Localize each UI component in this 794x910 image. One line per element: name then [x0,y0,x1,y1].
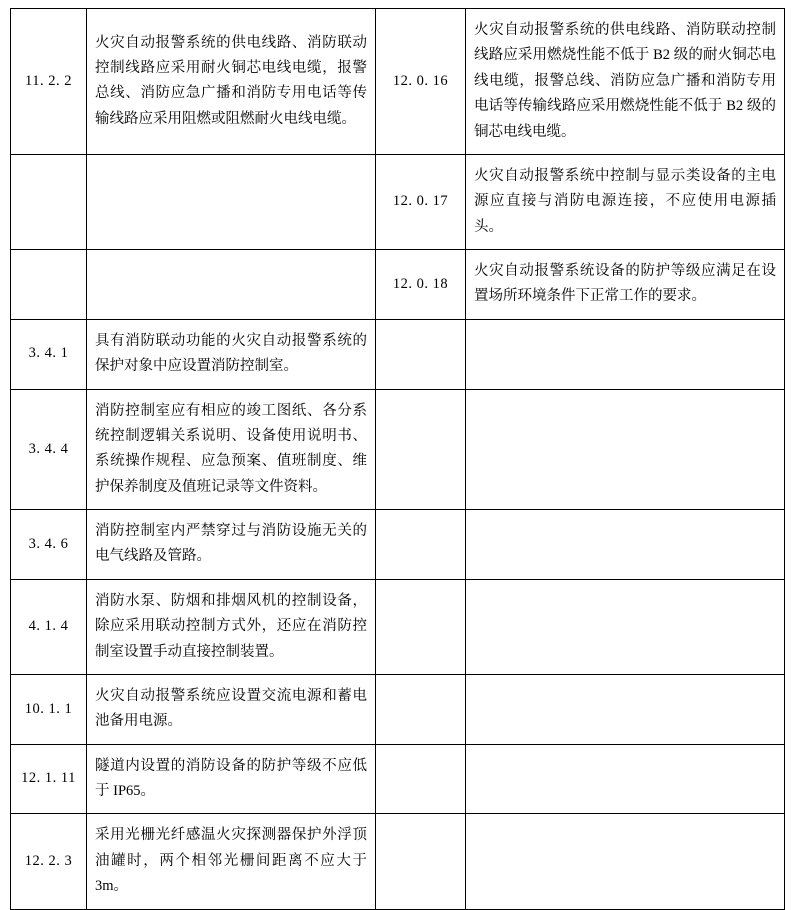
clause-text-right [466,814,785,909]
table-row [11,250,785,320]
clause-number-right: 12. 0. 18 [376,250,466,320]
clause-number-left: 11. 2. 2 [11,9,87,155]
table-row [11,814,785,909]
table-row [11,579,785,674]
clause-number-right [376,510,466,580]
clause-number-right [376,674,466,744]
clause-number-left: 12. 2. 3 [11,814,87,909]
clause-number-right [376,319,466,389]
clause-text-left: 消防水泵、防烟和排烟风机的控制设备，除应采用联动控制方式外，还应在消防控制室设置手动直接控制装置。 [87,579,376,674]
clause-number-right [376,744,466,814]
table-row [11,389,785,510]
clause-number-right [376,389,466,510]
clause-text-right [466,674,785,744]
clause-number-left: 3. 4. 1 [11,319,87,389]
table-row [11,9,785,155]
clause-text-left: 火灾自动报警系统应设置交流电源和蓄电池备用电源。 [87,674,376,744]
clause-number-right [376,579,466,674]
clause-number-right: 12. 0. 17 [376,154,466,249]
clause-number-right [376,814,466,909]
table-row [11,510,785,580]
clause-text-right: 火灾自动报警系统中控制与显示类设备的主电源应直接与消防电源连接，不应使用电源插头。 [466,154,785,249]
table-row [11,319,785,389]
table-row [11,154,785,249]
clause-number-left [11,154,87,249]
clause-number-left: 3. 4. 4 [11,389,87,510]
clause-text-right [466,744,785,814]
clause-text-left [87,250,376,320]
clause-number-right: 12. 0. 16 [376,9,466,155]
clause-text-left: 采用光栅光纤感温火灾探测器保护外浮顶油罐时，两个相邻光栅间距离不应大于 3m。 [87,814,376,909]
clause-text-right [466,510,785,580]
clause-number-left: 12. 1. 11 [11,744,87,814]
clause-text-left: 消防控制室内严禁穿过与消防设施无关的电气线路及管路。 [87,510,376,580]
clause-text-left: 火灾自动报警系统的供电线路、消防联动控制线路应采用耐火铜芯电线电缆，报警总线、消防应急广播和消防专用电话等传输线路应采用阻燃或阻燃耐火电线电缆。 [87,9,376,155]
clause-number-left: 10. 1. 1 [11,674,87,744]
table-body [11,9,785,910]
clause-text-left: 消防控制室应有相应的竣工图纸、各分系统控制逻辑关系说明、设备使用说明书、系统操作规程、应急预案、值班制度、维护保养制度及值班记录等文件资料。 [87,389,376,510]
table-row [11,674,785,744]
clause-text-right [466,319,785,389]
clause-number-left: 3. 4. 6 [11,510,87,580]
clause-text-left: 隧道内设置的消防设备的防护等级不应低于 IP65。 [87,744,376,814]
clause-number-left: 4. 1. 4 [11,579,87,674]
clause-text-right: 火灾自动报警系统的供电线路、消防联动控制线路应采用燃烧性能不低于 B2 级的耐火铜芯电线电缆，报警总线、消防应急广播和消防专用电话等传输线路应采用燃烧性能不低于 B2 级的铜芯电线电缆。 [466,9,785,155]
table-row [11,744,785,814]
clause-text-right [466,579,785,674]
clause-text-right [466,389,785,510]
clause-text-left [87,154,376,249]
clause-text-left: 具有消防联动功能的火灾自动报警系统的保护对象中应设置消防控制室。 [87,319,376,389]
clause-number-left [11,250,87,320]
clause-text-right: 火灾自动报警系统设备的防护等级应满足在设置场所环境条件下正常工作的要求。 [466,250,785,320]
requirements-comparison-table [10,8,785,910]
